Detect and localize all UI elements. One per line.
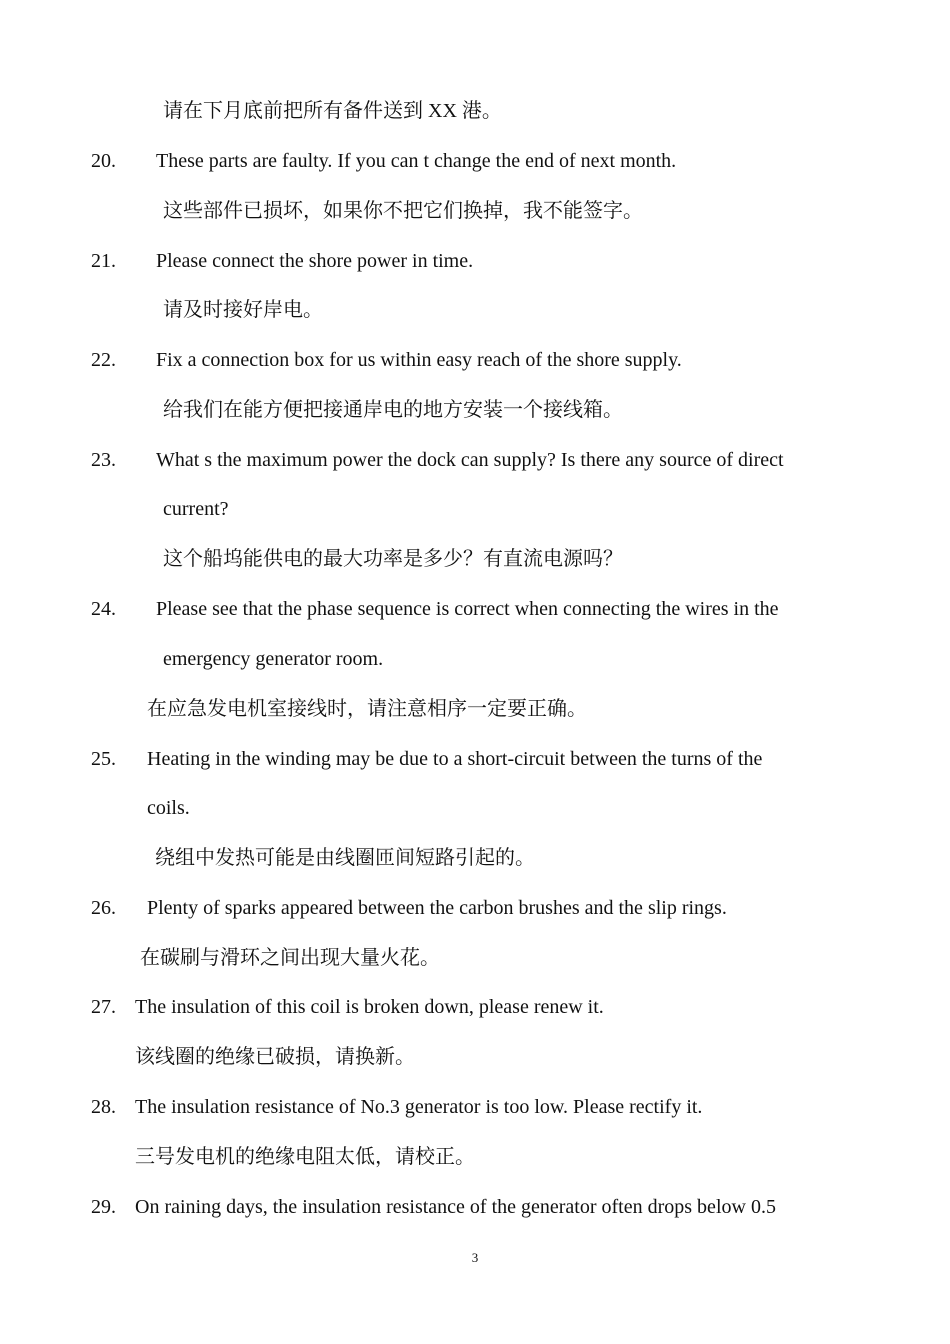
item-26-zh: 在碳刷与滑环之间出现大量火花。 [140, 947, 440, 969]
item-27-en-line-1: The insulation of this coil is broken down, please renew it. [135, 996, 604, 1018]
item-23-en-line-1: What s the maximum power the dock can supply? Is there any source of direct [156, 449, 784, 471]
item-24-number: 24. [91, 598, 116, 620]
item-21-zh: 请及时接好岸电。 [163, 299, 323, 321]
item-24-en-line-2: emergency generator room. [163, 648, 384, 670]
item-24-en-line-1: Please see that the phase sequence is correct when connecting the wires in the [156, 598, 779, 620]
item-27-zh: 该线圈的绝缘已破损，请换新。 [135, 1046, 415, 1068]
item-25-en-line-1: Heating in the winding may be due to a short-circuit between the turns of the [147, 748, 763, 770]
item-22-en-line-1: Fix a connection box for us within easy reach of the shore supply. [156, 349, 682, 371]
item-26-en-line-1: Plenty of sparks appeared between the carbon brushes and the slip rings. [147, 897, 727, 919]
item-19-zh: 请在下月底前把所有备件送到 XX 港。 [163, 100, 502, 122]
item-20-number: 20. [91, 150, 116, 172]
item-20-en-line-1: These parts are faulty. If you can t change the end of next month. [156, 150, 677, 172]
item-26-number: 26. [91, 897, 116, 919]
item-28-number: 28. [91, 1096, 116, 1118]
page-number: 3 [471, 1250, 479, 1265]
item-21-number: 21. [91, 250, 116, 272]
item-22-number: 22. [91, 349, 116, 371]
item-27-number: 27. [91, 996, 116, 1018]
item-29-number: 29. [91, 1196, 116, 1218]
item-23-en-line-2: current? [163, 498, 229, 520]
item-23-number: 23. [91, 449, 116, 471]
item-21-en-line-1: Please connect the shore power in time. [156, 250, 474, 272]
item-20-zh: 这些部件已损坏，如果你不把它们换掉，我不能签字。 [163, 200, 643, 222]
item-25-en-line-2: coils. [147, 797, 190, 819]
item-23-zh: 这个船坞能供电的最大功率是多少？有直流电源吗？ [163, 548, 623, 570]
item-22-zh: 给我们在能方便把接通岸电的地方安装一个接线箱。 [163, 399, 623, 421]
item-28-en-line-1: The insulation resistance of No.3 generator is too low. Please rectify it. [135, 1096, 703, 1118]
item-24-zh: 在应急发电机室接线时，请注意相序一定要正确。 [147, 698, 587, 720]
item-25-zh: 绕组中发热可能是由线圈匝间短路引起的。 [155, 847, 535, 869]
item-29-en-line-1: On raining days, the insulation resistance of the generator often drops below 0.5 [135, 1196, 776, 1218]
item-28-zh: 三号发电机的绝缘电阻太低，请校正。 [135, 1146, 475, 1168]
item-25-number: 25. [91, 748, 116, 770]
